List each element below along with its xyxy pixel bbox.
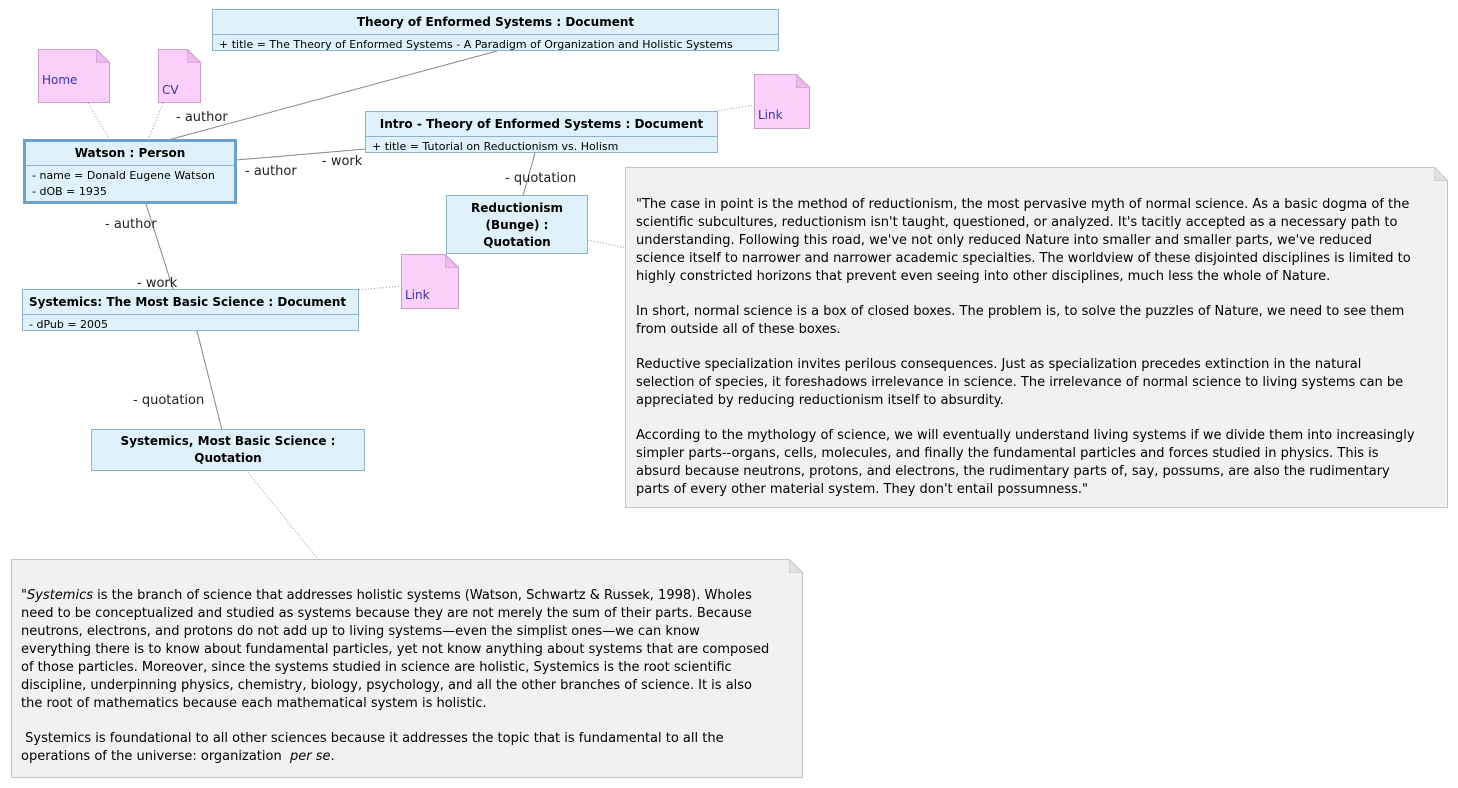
systemics-document-node[interactable] (22, 289, 359, 331)
home-link-note[interactable] (38, 49, 110, 103)
fold-corner-icon (796, 74, 810, 88)
role-author-systemics: - author (105, 217, 157, 232)
reductionism-paragraph-3: Reductive specialization invites perilous consequences. Just as specialization precedes extinction in the natural selection of species, it foreshadows irrelevance in science. The irrelevance of normal science to living systems can be appreciated by reducing reductionism itself to absurdity. (636, 357, 1404, 408)
watson-person-title: Watson : Person (74, 146, 186, 160)
theory-document-attributes (213, 34, 778, 56)
dotted-quote-note (246, 470, 318, 559)
intro-document-node[interactable] (365, 111, 718, 153)
systemics-paragraph-1 (21, 587, 772, 713)
reductionism-quotation-node[interactable] (446, 195, 588, 254)
role-work-systemics: - work (137, 276, 178, 291)
reductionism-title-line-3: Quotation (483, 235, 551, 249)
reductionism-title-line-1: Reductionism (470, 201, 564, 215)
systemics-document-attributes (23, 314, 358, 336)
assoc-systemics-quote (197, 331, 222, 430)
reductionism-quote-note (625, 167, 1448, 508)
cv-link-label[interactable]: CV (162, 83, 179, 97)
systemics-link-note[interactable] (401, 254, 459, 309)
fold-corner-icon (1434, 167, 1448, 181)
systemics-paragraph-1-body: is the branch of science that addresses holistic systems (Watson, Schwartz & Russek, 1998). Wholes need to be conceptualized and studied as systems because they are not merely the sum of their parts. Because neutrons, electrons, and protons do not add up to living systems—even the simplist ones—we can know everything there is to know about fundamental particles, yet not know anything about systems that are composed of those particles. Moreover, since the systems studied in science are holistic, Systemics is the root scientific discipline, underpinning physics, chemistry, biology, psychology, and all the other branches of science. It is also the root of mathematics because each mathematical system is holistic. (21, 588, 770, 711)
reductionism-paragraph-4: According to the mythology of science, we will eventually understand living systems if we divide them into increasingly simpler parts--organs, cells, molecules, and finally the fundamental particles and forces studied in physics. This is absurd because neutrons, protons, and electrons, the rudimentary parts of, say, possums, are also the rudimentary parts of every other material system. They don't entail possumness." (636, 428, 1415, 497)
systemics-quotation-node[interactable] (91, 429, 365, 471)
reductionism-paragraph-1: "The case in point is the method of reductionism, the most pervasive myth of normal science. As a basic dogma of the scientific subcultures, reductionism isn't taught, questioned, or analyzed. It's tacitly accepted as a necessary path to understanding. Following this road, we've not only reduced Nature into smaller and smaller parts, we've reduced science itself to narrower and narrower academic specialties. The worldview of these disjointed disciplines is limited to highly constricted horizons that prevent even seeing into other disciplines, much less the whole of Nature. (636, 197, 1411, 284)
intro-link-note[interactable] (754, 74, 810, 129)
role-work-intro: - work (322, 154, 363, 169)
systemics-term-italic: Systemics (26, 588, 93, 603)
dotted-link-intro (717, 105, 755, 111)
dotted-home-watson (88, 103, 110, 140)
cv-link-note[interactable] (158, 49, 201, 103)
systemics-link-label[interactable]: Link (405, 288, 430, 302)
systemics-paragraph-2-end: . (330, 749, 335, 764)
home-link-label[interactable]: Home (42, 73, 78, 87)
per-se-italic: per se (289, 749, 331, 764)
fold-corner-icon (789, 559, 803, 573)
systemics-quote-note (11, 559, 803, 778)
fold-corner-icon (445, 254, 459, 268)
watson-dob-attr: - dOB = 1935 (32, 185, 107, 198)
fold-corner-icon (96, 49, 110, 63)
dotted-cv-watson (148, 103, 163, 140)
watson-person-node[interactable] (23, 139, 237, 204)
reductionism-paragraph-2: In short, normal science is a box of closed boxes. The problem is, to solve the puzzles of Nature, we need to see them from outside all of these boxes. (636, 304, 1405, 337)
theory-document-node[interactable] (212, 9, 779, 51)
intro-document-attributes (366, 136, 717, 158)
systemics-paragraph-2-body: Systemics is foundational to all other sciences because it addresses the topic that is fundamental to all the operations of the universe: organization (21, 731, 728, 764)
fold-corner-icon (187, 49, 201, 63)
intro-document-title-attr: + title = Tutorial on Reductionism vs. Holism (372, 140, 619, 153)
systemics-document-title: Systemics: The Most Basic Science : Document (29, 295, 347, 309)
watson-person-attributes (26, 165, 234, 203)
intro-link-label[interactable]: Link (758, 108, 783, 122)
systemics-open-quote: " (21, 588, 27, 603)
role-quotation-systemics: - quotation (133, 393, 205, 408)
dotted-reductionism-note (588, 240, 626, 248)
intro-document-title: Intro - Theory of Enformed Systems : Document (379, 117, 704, 131)
theory-document-title-attr: + title = The Theory of Enformed Systems - A Paradigm of Organization and Holistic Systems (219, 38, 733, 51)
role-author-theory: - author (176, 110, 228, 125)
systemics-quotation-title (92, 430, 364, 470)
systemics-paragraph-2 (21, 730, 772, 766)
systemics-quote-title-line-2: Quotation (194, 451, 262, 465)
reductionism-quotation-title (447, 196, 587, 254)
theory-document-title: Theory of Enformed Systems : Document (356, 15, 635, 29)
systemics-quote-title-line-1: Systemics, Most Basic Science : (120, 434, 336, 448)
role-author-intro: - author (245, 164, 297, 179)
systemics-dpub-attr: - dPub = 2005 (29, 318, 109, 331)
watson-name-attr: - name = Donald Eugene Watson (32, 169, 215, 182)
role-quotation-reductionism: - quotation (505, 171, 577, 186)
dotted-link-systemics (358, 286, 402, 290)
reductionism-title-line-2: (Bunge) : (485, 218, 549, 232)
